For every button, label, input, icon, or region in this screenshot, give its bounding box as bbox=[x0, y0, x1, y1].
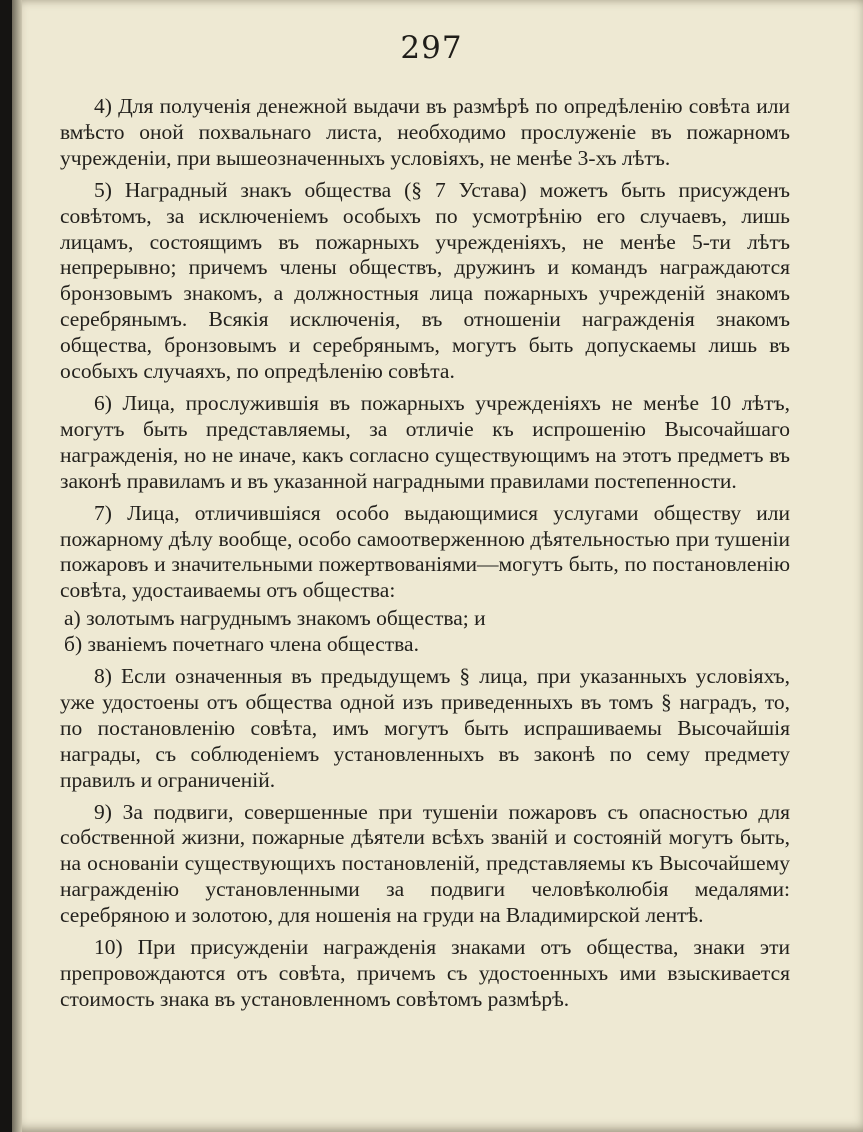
binding-gutter bbox=[12, 0, 22, 1132]
paragraph-5: 5) Наградный знакъ общества (§ 7 Устава) можетъ быть присужденъ совѣтомъ, за исключеніемъ особыхъ по усмотрѣнію его случаевъ, лишь лицамъ, состоящимъ въ пожарныхъ учрежденіяхъ, не менѣе 5-ти лѣтъ непрерывно; причемъ члены обществъ, дружинъ и командъ награждаются бронзовымъ знакомъ, а должностныя лица пожарныхъ учрежденій знакомъ серебрянымъ. Всякія исключенія, въ отношеніи награжденія знакомъ общества, бронзовымъ и серебрянымъ, могутъ быть допускаемы лишь въ особыхъ случаяхъ, по опредѣленію совѣта. bbox=[60, 177, 790, 384]
paragraph-9: 9) За подвиги, совершенные при тушеніи пожаровъ съ опасностью для собственной жизни, пожарные дѣятели всѣхъ званій и состояній могутъ быть, на основаніи существующихъ постановленій, представляемы къ Высочайшему награжденію установленными за подвиги человѣколюбія медалями: серебряною и золотою, для ношенія на груди на Владимирской лентѣ. bbox=[60, 799, 790, 928]
paragraph-10: 10) При присужденіи награжденія знаками отъ общества, знаки эти препровождаются отъ совѣта, причемъ съ удостоенныхъ ими взыскивается стоимость знака въ установленномъ совѣтомъ размѣрѣ. bbox=[60, 935, 790, 1011]
paragraph-4: 4) Для полученія денежной выдачи въ размѣрѣ по опредѣленію совѣта или вмѣсто оной похвальнаго листа, необходимо прослуженіе въ пожарномъ учрежденіи, при вышеозначенныхъ условіяхъ, не менѣе 3-хъ лѣтъ. bbox=[60, 94, 790, 170]
paragraph-6: 6) Лица, прослужившія въ пожарныхъ учрежденіяхъ не менѣе 10 лѣтъ, могутъ быть представляемы, за отличіе къ испрошенію Высочайшаго награжденія, но не иначе, какъ согласно существующимъ на этотъ предметъ въ законѣ правиламъ и въ указанной наградными правилами постепенности. bbox=[60, 390, 790, 493]
paragraph-7: 7) Лица, отличившіяся особо выдающимися услугами обществу или пожарному дѣлу вообще, особо самоотверженною дѣятельностью при тушеніи пожаровъ и значительными пожертвованіями—могутъ быть, по постановленію совѣта, удостаиваемы отъ общества: bbox=[60, 500, 790, 603]
page-body bbox=[60, 94, 790, 1019]
list-item-a: а) золотымъ нагруднымъ знакомъ общества; и bbox=[64, 606, 486, 631]
page-number: 297 bbox=[400, 30, 463, 66]
paragraph-8: 8) Если означенныя въ предыдущемъ § лица, при указанныхъ условіяхъ, уже удостоены отъ общества одной изъ приведенныхъ въ томъ § наградъ, то, по постановленію совѣта, имъ могутъ быть испрашиваемы Высочайшія награды, съ соблюденіемъ установленныхъ въ законѣ по сему предмету правилъ и ограниченій. bbox=[60, 664, 790, 792]
list-item-b: б) званіемъ почетнаго члена общества. bbox=[64, 632, 419, 657]
paragraph-7-list bbox=[60, 606, 790, 658]
